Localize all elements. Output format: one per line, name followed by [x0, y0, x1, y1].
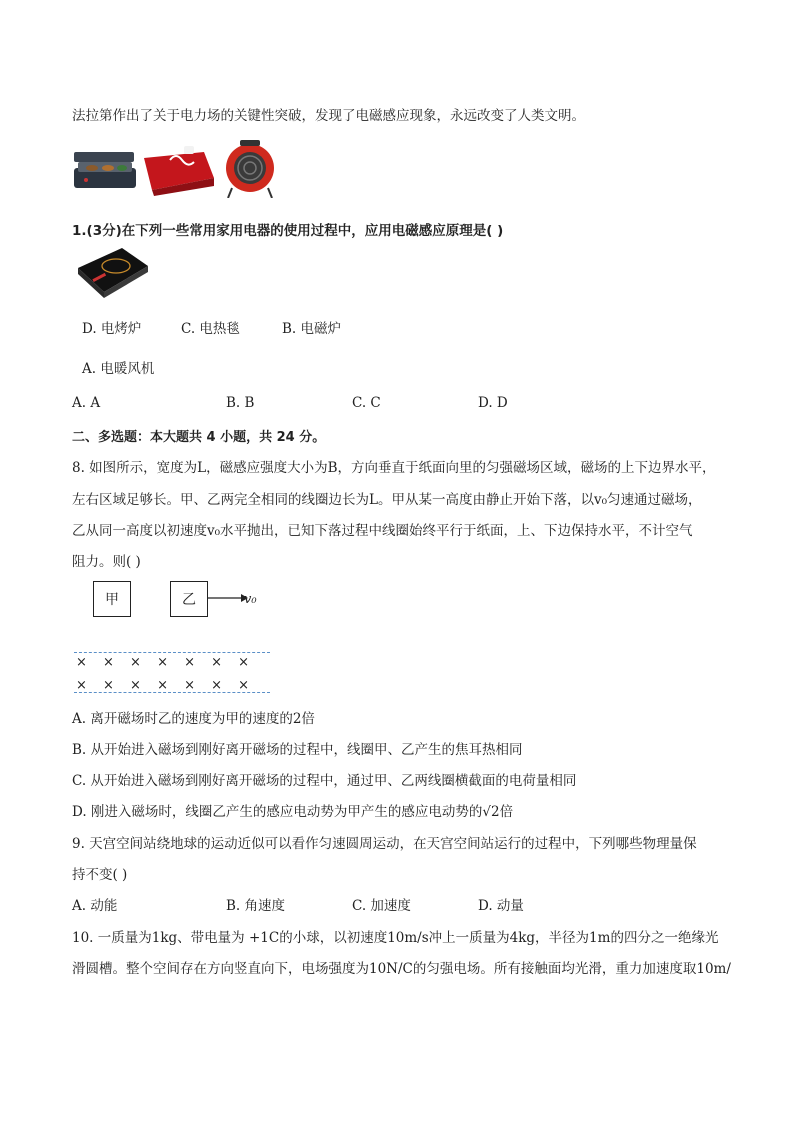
q1-image-label-a: A. 电暖风机: [82, 361, 155, 377]
q10-line-1: 10. 一质量为1kg、带电量为 +1C的小球，以初速度10m/s冲上一质量为4kg，半径为1m的四分之一绝缘光: [72, 930, 719, 946]
q9-option-b[interactable]: B. 角速度: [226, 898, 286, 914]
q8-option-b[interactable]: B. 从开始进入磁场到刚好离开磁场的过程中，线圈甲、乙产生的焦耳热相同: [72, 742, 523, 758]
q8-line-3: 乙从同一高度以初速度v₀水平抛出，已知下落过程中线圈始终平行于纸面，上、下边保持水平，不计空气: [72, 523, 693, 539]
velocity-label: v₀: [244, 592, 257, 607]
q8-option-c[interactable]: C. 从开始进入磁场到刚好离开磁场的过程中，通过甲、乙两线圈横截面的电荷量相同: [72, 773, 577, 789]
section-2-heading: 二、多选题：本大题共 4 小题，共 24 分。: [72, 430, 326, 445]
velocity-arrow: [208, 592, 248, 604]
field-top-boundary: [74, 652, 270, 653]
q9-line-2: 持不变( ): [72, 867, 128, 883]
q8-line-1: 8. 如图所示，宽度为L，磁感应强度大小为B，方向垂直于纸面向里的匀强磁场区域，磁场的上下边界水平，: [72, 460, 716, 476]
q10-line-2: 滑圆槽。整个空间存在方向竖直向下，电场强度为10N/C的匀强电场。所有接触面均光滑，重力加速度取10m/: [72, 961, 731, 977]
q1-image-label-c: C. 电热毯: [181, 321, 240, 337]
q1-stem: 1.(3分)在下列一些常用家用电器的使用过程中，应用电磁感应原理是( ): [72, 223, 504, 239]
q8-option-d[interactable]: D. 刚进入磁场时，线圈乙产生的感应电动势为甲产生的感应电动势的√2倍: [72, 804, 514, 820]
induction-cooker-image: [74, 244, 150, 300]
q1-image-label-d: D. 电烤炉: [82, 321, 142, 337]
coil-yi: 乙: [170, 581, 208, 617]
q8-line-4: 阻力。则( ): [72, 554, 141, 570]
blanket-image: [144, 146, 214, 196]
q9-line-1: 9. 天宫空间站绕地球的运动近似可以看作匀速圆周运动，在天宫空间站运行的过程中，下列哪些物理量保: [72, 836, 697, 852]
coil-jia: 甲: [93, 581, 131, 617]
q1-image-label-b: B. 电磁炉: [282, 321, 342, 337]
field-row-2: × × × × × × ×: [76, 678, 250, 693]
q8-option-a[interactable]: A. 离开磁场时乙的速度为甲的速度的2倍: [72, 711, 315, 727]
appliance-images: [72, 138, 292, 198]
q1-option-a[interactable]: A. A: [72, 395, 101, 411]
grill-image: [74, 152, 136, 188]
q1-option-d[interactable]: D. D: [478, 395, 508, 411]
q9-option-d[interactable]: D. 动量: [478, 898, 524, 914]
q9-option-a[interactable]: A. 动能: [72, 898, 118, 914]
field-row-1: × × × × × × ×: [76, 655, 250, 670]
appliance-image-strip: [72, 138, 292, 198]
q1-option-b[interactable]: B. B: [226, 395, 255, 411]
q8-line-2: 左右区域足够长。甲、乙两完全相同的线圈边长为L。甲从某一高度由静止开始下落，以v₀匀速通过磁场，: [72, 492, 702, 508]
fan-heater-image: [226, 140, 274, 198]
q9-option-c[interactable]: C. 加速度: [352, 898, 411, 914]
q1-option-c[interactable]: C. C: [352, 395, 381, 411]
field-bottom-boundary: [74, 692, 270, 693]
intro-text: 法拉第作出了关于电力场的关键性突破，发现了电磁感应现象，永远改变了人类文明。: [72, 108, 585, 124]
